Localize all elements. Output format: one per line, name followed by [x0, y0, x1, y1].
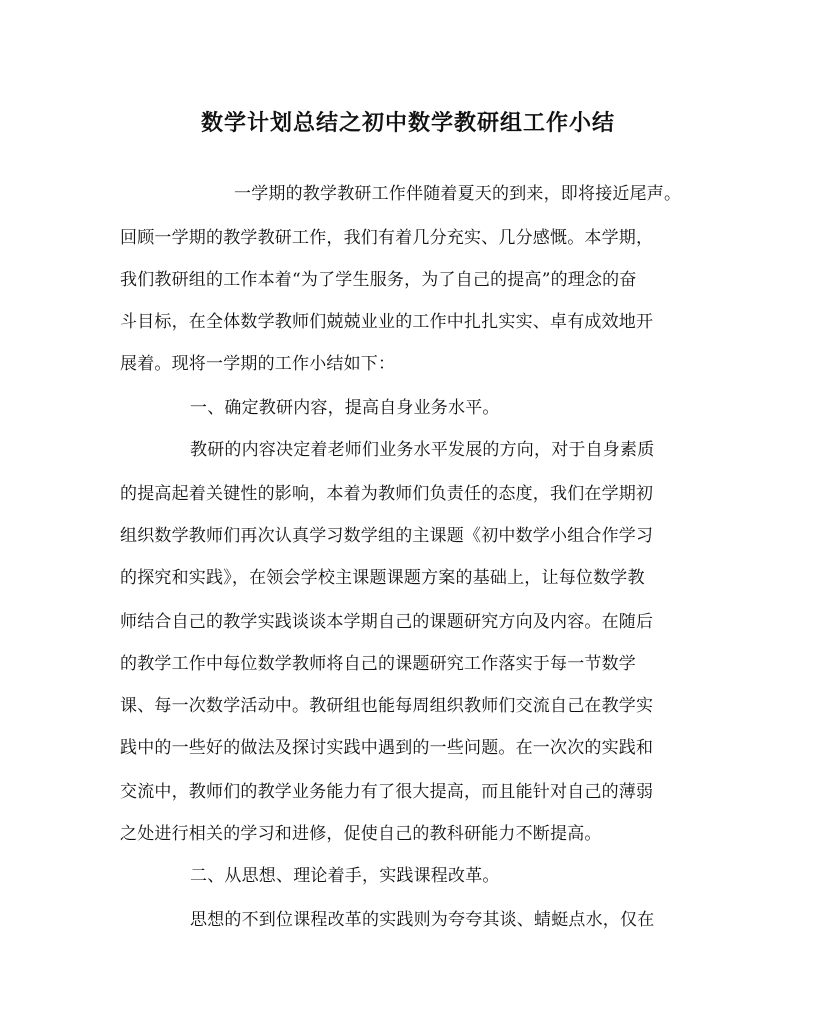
paragraph-line: 教研的内容决定着老师们业务水平发展的方向，对于自身素质	[190, 440, 655, 460]
paragraph-line: 一学期的教学教研工作伴随着夏天的到来，即将接近尾声。	[234, 184, 682, 204]
paragraph-line: 思想的不到位课程改革的实践则为夸夸其谈、蜻蜓点水，仅在	[190, 910, 655, 930]
paragraph-line: 践中的一些好的做法及探讨实践中遇到的一些问题。在一次次的实践和	[120, 738, 654, 758]
paragraph-line: 的探究和实践》，在领会学校主课题课题方案的基础上，让每位数学教	[120, 568, 645, 588]
paragraph-line: 交流中，教师们的教学业务能力有了很大提高，而且能针对自己的薄弱	[120, 782, 654, 802]
document-title: 数学计划总结之初中数学教研组工作小结	[200, 110, 615, 136]
section-heading: 二、从思想、理论着手，实践课程改革。	[190, 866, 500, 886]
section-heading: 一、确定教研内容，提高自身业务水平。	[190, 398, 500, 418]
paragraph-line: 展着。现将一学期的工作小结如下：	[120, 354, 396, 374]
paragraph-line: 的教学工作中每位数学教师将自己的课题研究工作落实于每一节数学	[120, 654, 636, 674]
paragraph-line: 之处进行相关的学习和进修，促使自己的教科研能力不断提高。	[120, 824, 602, 844]
paragraph-line: 师结合自己的教学实践谈谈本学期自己的课题研究方向及内容。在随后	[120, 612, 654, 632]
paragraph-line: 课、每一次数学活动中。教研组也能每周组织教师们交流自己在教学实	[120, 696, 654, 716]
paragraph-line: 组织数学教师们再次认真学习数学组的主课题《初中数学小组合作学习	[120, 526, 654, 546]
paragraph-line: 我们教研组的工作本着“为了学生服务，为了自己的提高”的理念的奋	[120, 270, 637, 290]
paragraph-line: 斗目标，在全体数学教师们兢兢业业的工作中扎扎实实、卓有成效地开	[120, 312, 654, 332]
paragraph-line: 回顾一学期的教学教研工作，我们有着几分充实、几分感慨。本学期，	[120, 228, 654, 248]
paragraph-line: 的提高起着关键性的影响，本着为教师们负责任的态度，我们在学期初	[120, 484, 654, 504]
